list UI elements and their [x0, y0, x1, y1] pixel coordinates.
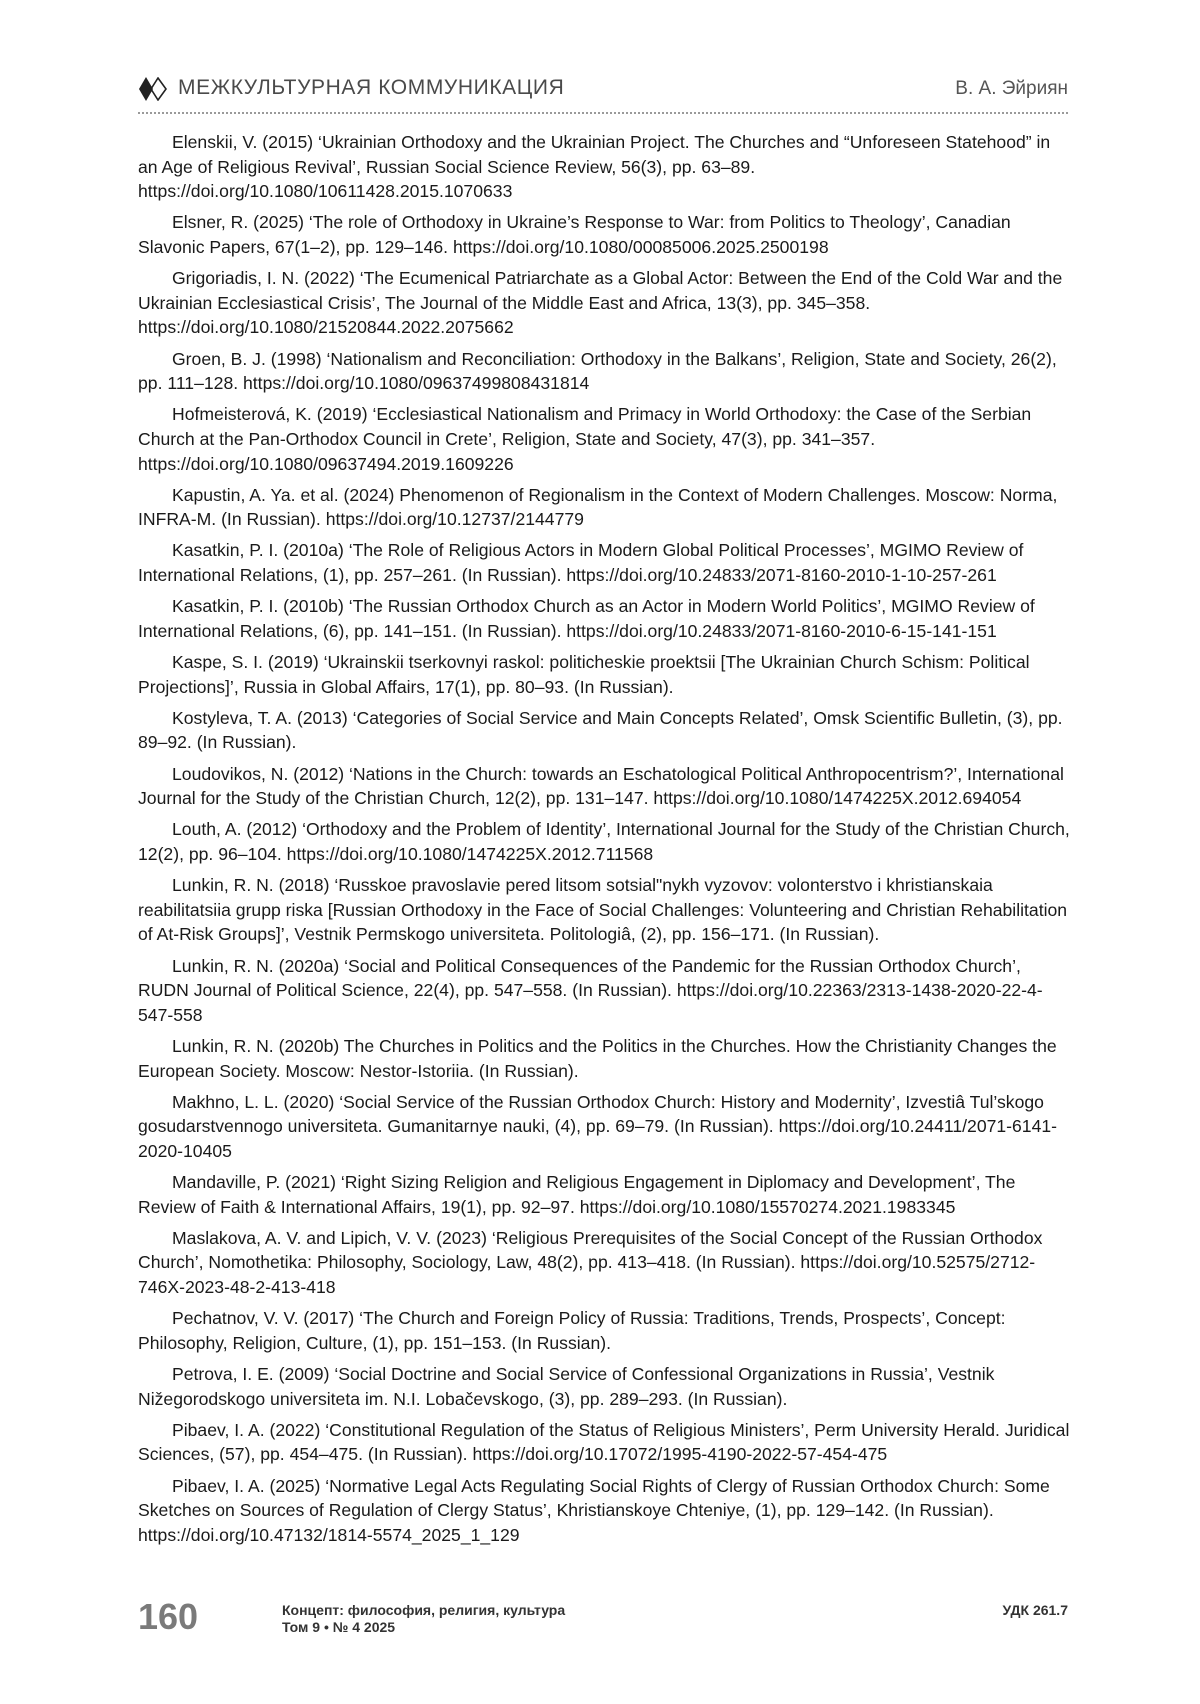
- reference-item: Louth, A. (2012) ‘Orthodoxy and the Problem of Identity’, International Journal for the Study of the Christian Church, 12(2), pp. 96–104. https://doi.org/10.1080/1474225X.2012.711568: [138, 819, 1070, 864]
- reference-item: Groen, B. J. (1998) ‘Nationalism and Reconciliation: Orthodoxy in the Balkans’, Religion, State and Society, 26(2), pp. 111–128. https://doi.org/10.1080/09637499808431814: [138, 348, 1057, 394]
- reference-item: Maslakova, A. V. and Lipich, V. V. (2023) ‘Religious Prerequisites of the Social Concept of the Russian Orthodox Church’, Nomothetika: Philosophy, Sociology, Law, 48(2), pp. 413–418. (In Russian). https://doi.org/10.52575/2712-746X-2023-48-2-413-418: [138, 1227, 1043, 1298]
- diamond-logo-icon: [138, 77, 168, 101]
- journal-info: [282, 1602, 565, 1636]
- journal-title: Концепт: философия, религия, культура: [282, 1602, 566, 1618]
- header-divider: [138, 112, 1068, 114]
- reference-item: Loudovikos, N. (2012) ‘Nations in the Church: towards an Eschatological Political Anthropocentrism?’, International Journal for the Study of the Christian Church, 12(2), pp. 131–147. https://doi.org/10.1080/1474225X.2012.694054: [138, 763, 1064, 809]
- reference-item: Lunkin, R. N. (2018) ‘Russkoe pravoslavie pered litsom sotsial"nykh vyzovov: volonterstvo i khristianskaia reabilitatsiia grupp riska [Russian Orthodoxy in the Face of Social Challenges: Volunteering and Christian Rehabilitation of At-Risk Groups]’, Vestnik Permskogo universiteta. Politologiâ, (2), pp. 156–171. (In Russian).: [138, 875, 1068, 945]
- page-footer: [138, 1596, 1068, 1646]
- reference-list: [138, 130, 1070, 1554]
- journal-issue: Том 9 • № 4 2025: [282, 1619, 396, 1635]
- reference-item: Kasatkin, P. I. (2010b) ‘The Russian Orthodox Church as an Actor in Modern World Politics’, MGIMO Review of International Relations, (6), pp. 141–151. (In Russian). https://doi.org/10.24833/2071-8160-2010-6-15-141-151: [138, 596, 1035, 641]
- udk-code: УДК 261.7: [1002, 1602, 1068, 1618]
- page-header: [138, 72, 1068, 112]
- reference-item: Pechatnov, V. V. (2017) ‘The Church and Foreign Policy of Russia: Traditions, Trends, Prospects’, Concept: Philosophy, Religion, Culture, (1), pp. 151–153. (In Russian).: [138, 1308, 1006, 1353]
- reference-item: Lunkin, R. N. (2020a) ‘Social and Political Consequences of the Pandemic for the Russian Orthodox Church’, RUDN Journal of Political Science, 22(4), pp. 547–558. (In Russian). https://doi.org/10.22363/2313-1438-2020-22-4-547-558: [138, 955, 1043, 1025]
- reference-item: Petrova, I. E. (2009) ‘Social Doctrine and Social Service of Confessional Organizations in Russia’, Vestnik Nižegorodskogo universiteta im. N.I. Lobačevskogo, (3), pp. 289–293. (In Russian).: [138, 1364, 995, 1409]
- running-author: В. А. Эйриян: [955, 78, 1068, 99]
- reference-item: Kaspe, S. I. (2019) ‘Ukrainskii tserkovnyi raskol: politicheskie proektsii [The Ukrainian Church Schism: Political Projections]’, Russia in Global Affairs, 17(1), pp. 80–93. (In Russian).: [138, 652, 1030, 697]
- reference-item: Pibaev, I. A. (2025) ‘Normative Legal Acts Regulating Social Rights of Clergy of Russian Orthodox Church: Some Sketches on Sources of Regulation of Clergy Status’, Khristianskoye Chteniye, (1), pp. 129–142. (In Russian). https://doi.org/10.47132/1814-5574_2025_1_129: [138, 1475, 1050, 1545]
- reference-item: Elsner, R. (2025) ‘The role of Orthodoxy in Ukraine’s Response to War: from Politics to Theology’, Canadian Slavonic Papers, 67(1–2), pp. 129–146. https://doi.org/10.1080/00085006.2025.2500198: [138, 212, 1011, 257]
- page-number: 160: [138, 1596, 199, 1637]
- reference-item: Pibaev, I. A. (2022) ‘Constitutional Regulation of the Status of Religious Ministers’, Perm University Herald. Juridical Sciences, (57), pp. 454–475. (In Russian). https://doi.org/10.17072/1995-4190-2022-57-454-475: [138, 1419, 1070, 1465]
- reference-item: Elenskii, V. (2015) ‘Ukrainian Orthodoxy and the Ukrainian Project. The Churches and “Unforeseen Statehood” in an Age of Religious Revival’, Russian Social Science Review, 56(3), pp. 63–89. https://doi.org/10.1080/10611428.2015.1070633: [138, 132, 1051, 202]
- section-title: МЕЖКУЛЬТУРНАЯ КОММУНИКАЦИЯ: [178, 76, 565, 99]
- reference-item: Kostyleva, T. A. (2013) ‘Categories of Social Service and Main Concepts Related’, Omsk Scientific Bulletin, (3), pp. 89–92. (In Russian).: [138, 707, 1063, 753]
- reference-item: Mandaville, P. (2021) ‘Right Sizing Religion and Religious Engagement in Diplomacy and Development’, The Review of Faith & International Affairs, 19(1), pp. 92–97. https://doi.org/10.1080/15570274.2021.1983345: [138, 1172, 1016, 1217]
- reference-item: Kapustin, A. Ya. et al. (2024) Phenomenon of Regionalism in the Context of Modern Challenges. Moscow: Norma, INFRA-M. (In Russian). https://doi.org/10.12737/2144779: [138, 484, 1058, 530]
- reference-item: Makhno, L. L. (2020) ‘Social Service of the Russian Orthodox Church: History and Modernity’, Izvestiâ Tul’skogo gosudarstvennogo universiteta. Gumanitarnye nauki, (4), pp. 69–79. (In Russian). https://doi.org/10.24411/2071-6141-2020-10405: [138, 1091, 1058, 1161]
- reference-item: Kasatkin, P. I. (2010a) ‘The Role of Religious Actors in Modern Global Political Processes’, MGIMO Review of International Relations, (1), pp. 257–261. (In Russian). https://doi.org/10.24833/2071-8160-2010-1-10-257-261: [138, 540, 1024, 586]
- reference-item: Grigoriadis, I. N. (2022) ‘The Ecumenical Patriarchate as a Global Actor: Between the End of the Cold War and the Ukrainian Ecclesiastical Crisis’, The Journal of the Middle East and Africa, 13(3), pp. 345–358. https://doi.org/10.1080/21520844.2022.2075662: [138, 268, 1063, 338]
- reference-item: Hofmeisterová, K. (2019) ‘Ecclesiastical Nationalism and Primacy in World Orthodoxy: the Case of the Serbian Church at the Pan-Orthodox Council in Crete’, Religion, State and Society, 47(3), pp. 341–357. https://doi.org/10.1080/09637494.2019.1609226: [138, 404, 1032, 474]
- reference-item: Lunkin, R. N. (2020b) The Churches in Politics and the Politics in the Churches. How the Christianity Changes the European Society. Moscow: Nestor-Istoriia. (In Russian).: [138, 1035, 1057, 1081]
